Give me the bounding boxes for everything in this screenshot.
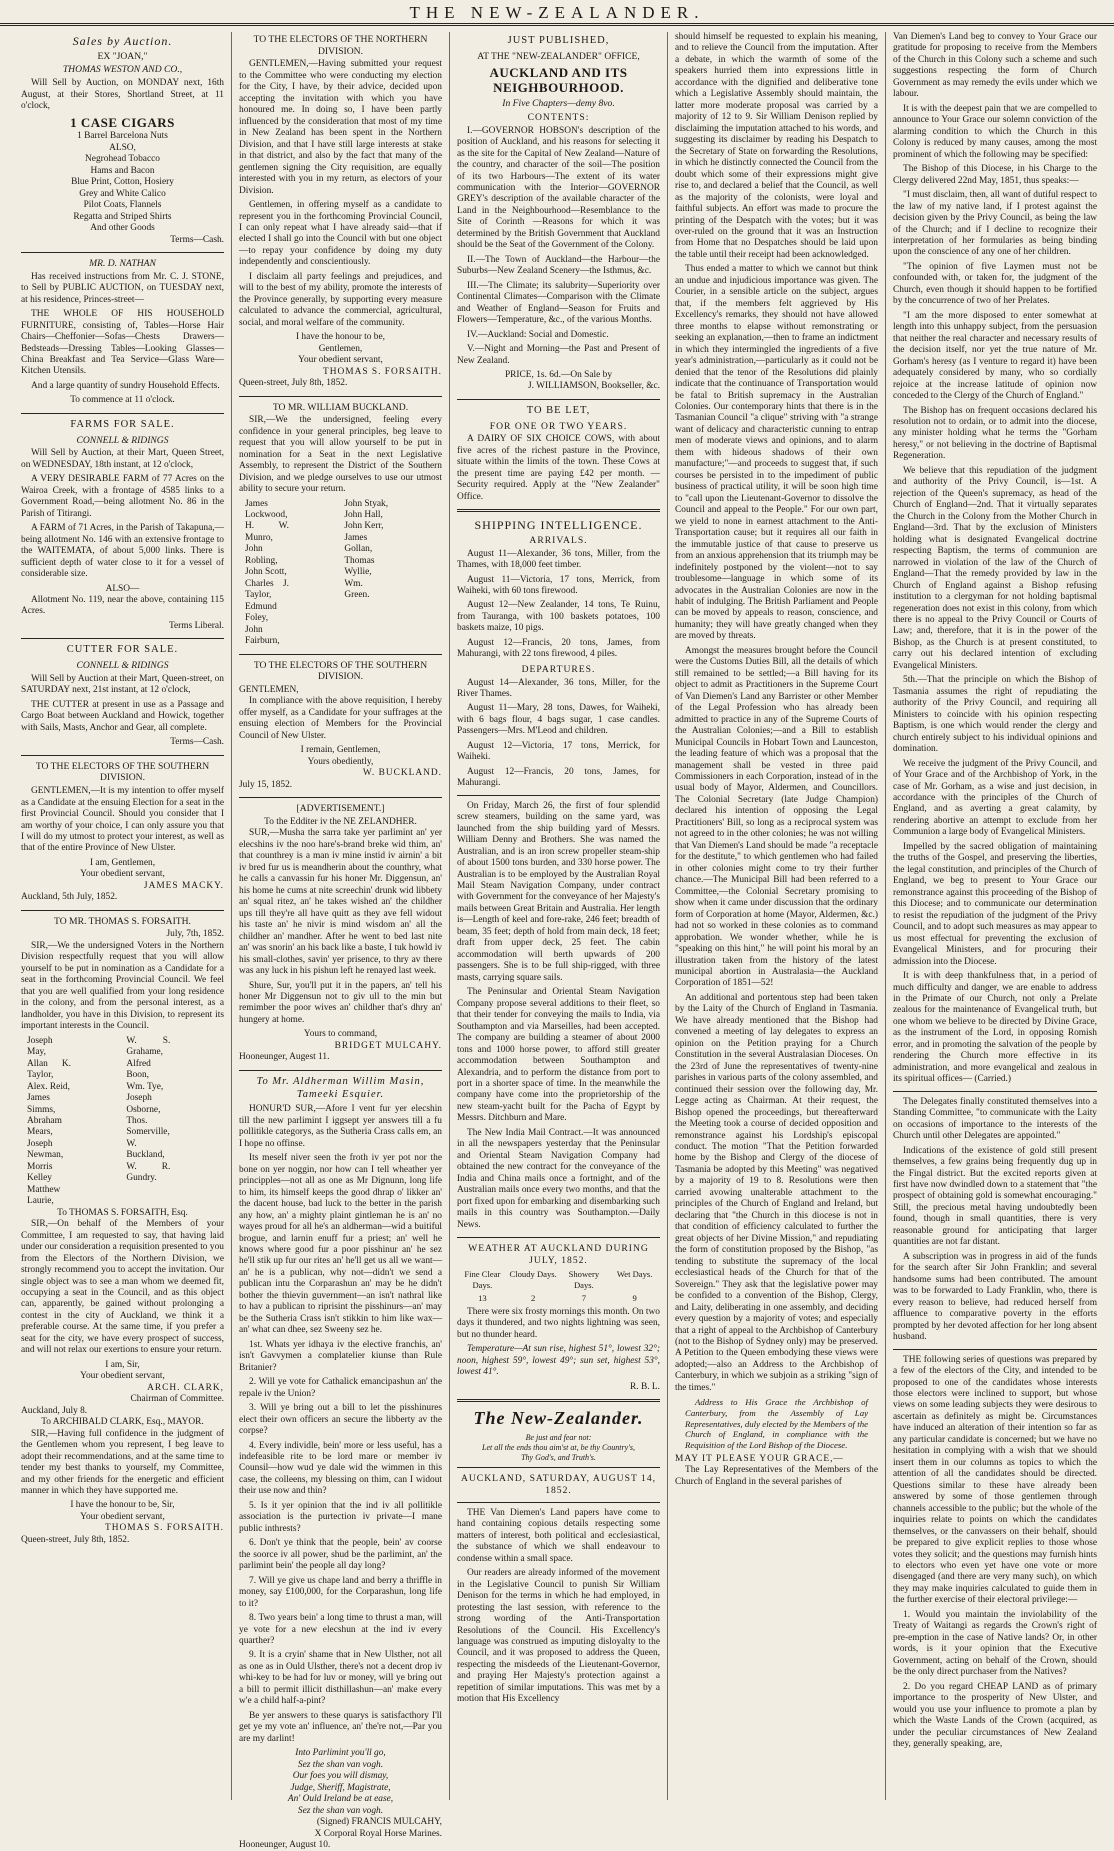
lot-item: And other Goods xyxy=(90,223,155,234)
signature: R. B. L. xyxy=(630,1381,660,1392)
signatory: Joseph Newman, xyxy=(27,1138,64,1161)
publisher: AT THE "NEW-ZEALANDER" OFFICE, xyxy=(477,50,640,62)
paragraph: It is with the deepest pain that we are compelled to announce to Your Grace our solemn conviction of the alarming condition to which the Church in this Colony is reduced by many causes, among the most prominent of which the following may be specified: xyxy=(893,103,1097,160)
signature: (Signed) FRANCIS MULCAHY, xyxy=(316,1817,442,1828)
divider xyxy=(457,795,660,796)
signatory: Charles J. Taylor, xyxy=(245,578,289,601)
signatory: James Gollan, xyxy=(344,532,373,555)
farms-for-sale xyxy=(21,419,224,633)
section-heading: CUTTER FOR SALE. xyxy=(66,644,179,656)
paragraph: SUR,—Musha the sarra take yer parlimint an' yer elecshins iv the noo hare's-brand breke wid thim, an' that counthrey is a man iv mine instid iv airnin' a bit iv bred fur us is meandherin about the counthry, what he calls a canvassin fur his honer Mr. Diggensun, an' his home he cums at nite screechin' drunk wid libbety an' squal ritez, an' he takes wished an' the childher ups till they're all have quitt as they ave fell widout his taste an' he nivir is mind wisdom an' all the childher an' mandher. After he went to bed last nite an' was snorin' an his back like a baste, I tuk howld iv his small-clothes, savin' yer prisence, to thry av there was any luck in his pishun left he renayed last week. xyxy=(239,828,442,977)
closing: Gentlemen, xyxy=(318,343,363,354)
date: July 15, 1852. xyxy=(239,779,293,790)
signature: BRIDGET MULCAHY. xyxy=(334,1040,442,1051)
paragraph: On Friday, March 26, the first of four splendid screw steamers, building on the same yard, was launched from the ship building yard of Messrs. William Denny and Brothers. She was named the Australian, and is an iron screw propeller steam-ship of about 1500 tons burden, and 330 horse power. The Australian is to be employed by the Australian Royal Mail Steam Navigation Company, under contract with Government for the conveyance of her Majesty's mails between Great Britain and Australia. Her length is—Length of keel and fore-rake, 246 feet; breadth of beam, 35 feet; depth of hold from main deck, 18 feet; draft from upper deck, 25 feet. The cabin accommodation will berth upwards of 200 passengers. She is to be full ship-rigged, with three masts, carrying square sails. xyxy=(457,800,660,983)
question: 2. Do you regard CHEAP LAND as of primary importance to the prosperity of New Ulster, and would you use your influence to promote a plan by which the Waste Lands of the Crown (acquired, as under the peculiar circumstances of New Zealand they, generally speaking, are, xyxy=(893,1681,1097,1750)
paragraph: Amongst the measures brought before the Council were the Customs Duties Bill, all the details of which still remained to be settled;—a Bill having for its object to admit as Practitioners in the Supreme Court of Van Diemen's Land any Barrister or other Member of the Legal Profession who has already been admitted to practice in any of the Supreme Courts of the Australian Colonies;—and a Bill to establish Municipal Councils in Hobart Town and Launceston, the leading feature of which was a proposal that the management shall be vested in three paid Commissioners in each Corporation, instead of in the usual body of Mayor, Aldermen, and Councillors. The Colonial Secretary (late Judge Champion) declared his intention of opposing the Legal Practitioners' Bill, so long as a reciprocal system was not agreed to in the other colonies; he was not willing that Van Diemen's Land should be made "a receptacle for the destitute," to which gentlemen who had failed in other colonies might come to try their further chance.—The Municipal Bill had been referred to a Committee,—the Colonial Secretary promising to show when it came under discussion that the ordinary form of Corporation at home (Mayor, Aldermen, &c.) had not so worked in these colonies as to command approbation. We wonder whether, while he is "speaking on this hint," he will point his moral by an illustration taken from the history of the latest municipal abortion in Australasia—the Auckland Corporation of 1851—52! xyxy=(675,645,878,989)
paragraph: THE CUTTER at present in use as a Passage and Cargo Boat between Auckland and Howick, together with Sails, Masts, Anchor and Gear, all complete. xyxy=(21,699,224,733)
departure: August 12—Francis, 20 tons, James, for Mahurangi. xyxy=(457,766,660,789)
section-heading: WEATHER AT AUCKLAND DURING JULY, 1852. xyxy=(468,1243,649,1266)
question: 1st. Whats yer idhaya iv the elective franchis, an' isn't Gavvymen a complatelier kiunse than Rule Britanier? xyxy=(239,1339,442,1373)
signatory: W. Buckland, xyxy=(126,1138,165,1161)
section-heading: TO BE LET, xyxy=(526,404,591,416)
divider xyxy=(239,396,442,397)
chapter: IV.—Auckland: Social and Domestic. xyxy=(467,329,609,340)
signatory: Alfred Boon, xyxy=(126,1058,151,1081)
terms: Terms—Cash. xyxy=(170,234,224,245)
paragraph: There were six frosty mornings this month. On two days it thundered, and two nights lightning was seen, but no thunder heard. xyxy=(457,1306,660,1340)
weather-report xyxy=(457,1243,660,1393)
date: Hooneunger, August 10. xyxy=(239,1839,331,1850)
question: 5. Is it yer opinion that the ind iv all pollitikle association is the purtection iv private—I mane public inthrests? xyxy=(239,1500,442,1534)
column-3 xyxy=(450,32,668,1800)
divider xyxy=(21,755,224,756)
paragraph: Its meself niver seen the froth iv yer pot nor the bone on yer noggin, nor how can I tell wheather yer principples—not all as one as Mr Dignunn, long life to him, its himself keeps the good dhrap o' likker an' the dacent house, bad luck to the better in the parish any how, an' a mighty plaint gintleman he is an' no wayes proud for all he's an aldherman—wid a buitiful brogue, and larnin enuff fur a priest; an' well he knows where good fur a poor pisshinur an' he sez he'll stik up fur our rites an' he'll get us all we want—an' he is a publican, why not—didn't we send a publican intu the Corparashun an' may be he didn't bother the thievin guvernment—an isn't nathral like to hav a publican to riprisint the pisshinurs—an' may be the Sutheria Crass isn't stikkin to him like wax—an' what can dhee, sez Sweeny sez he. xyxy=(239,1153,442,1336)
lot-item: Pilot Coats, Flannels xyxy=(83,200,162,211)
divider xyxy=(893,1091,1097,1092)
auctioneer-name: CONNELL & RIDINGS xyxy=(76,434,169,446)
paragraph: SIR,—We the undersigned, feeling every confidence in your general principles, beg leave to request that you will allow yourself to be put in nomination for a Seat in the next Legislative Assembly, to represent the District of the Southern Division, and we pledge ourselves to use our utmost ability to secure your return. xyxy=(239,415,442,495)
terms: Terms—Cash. xyxy=(170,737,224,748)
dairy-to-let xyxy=(457,405,660,503)
signatory: H. W. Munro, xyxy=(245,521,289,543)
question: 3. Will ye bring out a bill to let the pisshinures elect their own officers an secure the libberty av the corpse? xyxy=(239,1403,442,1437)
signatory: John Fairburn, xyxy=(245,624,280,647)
addressee: To THOMAS S. FORSAITH, Esq. xyxy=(57,1207,188,1218)
column-4 xyxy=(668,32,886,1800)
divider xyxy=(457,399,660,400)
closing: Your obedient servant, xyxy=(80,1371,165,1382)
signature: THOMAS S. FORSAITH. xyxy=(104,1523,224,1534)
divider xyxy=(239,1070,442,1071)
arrival: August 12—New Zealander, 14 tons, Te Ruinu, from Tauranga, with 100 baskets potatoes, 100 baskets maize, 10 pigs. xyxy=(457,600,660,634)
auction-nathan xyxy=(21,258,224,407)
paragraph: Will Sell by Auction at their Mart, Queen-street, on SATURDAY next, 21st instant, at 12 o'clock, xyxy=(21,673,224,696)
closing: Yours to command, xyxy=(303,1029,378,1040)
closing: I remain, Gentlemen, xyxy=(300,745,381,756)
question: 9. It is a cryin' shame that in New Ulsther, not all as one as in Ould Ulsther, there's not a decent drop iv whi-key to be had for luv or money, will ye bring out a bill to permit illicit disthillashun—an' make every w'e a child half-a-pint? xyxy=(239,1650,442,1707)
weather-table-head xyxy=(457,1269,660,1290)
paragraph: SIR,—We the undersigned Voters in the Northern Division respectfully request that you will allow yourself to be put in nomination as a Candidate for a seat in the forthcoming Provincial Council. We feel that you are well qualified from your long residence in the colony, and from the personal interest, as a landholder, you have in this Division, to represent its important interests in the Council. xyxy=(21,940,224,1032)
also: ALSO— xyxy=(105,583,140,594)
signatories xyxy=(21,1036,224,1208)
weather-value: 7 xyxy=(581,1293,587,1304)
paragraph: I disclaim all party feelings and prejudices, and will to the best of my ability, promote the interests of the Province generally, by supporting every measure calculated to advance the commercial, agricultural, social, and moral welfare of the community. xyxy=(239,271,442,328)
paragraph: A subscription was in progress in aid of the funds for the search after Sir John Franklin; and several handsome sums had been contributed. The amount was to be forwarded to Lady Franklin, who, there is every reason to believe, had reduced herself from affluence to comparative poverty in the efforts prompted by her devoted affection for her long absent husband. xyxy=(893,1251,1097,1343)
weather-col-head: Fine Clear Days. xyxy=(464,1269,501,1290)
paragraph: The Delegates finally constituted themselves into a Standing Committee, "to communicate with the Laity on occasions of importance to the interests of the Church until other Delegates are appointed." xyxy=(893,1096,1097,1142)
paragraph: The Bishop has on frequent occasions declared his resolution not to ordain, or to admit into the diocese, any minister holding what he terms the "Gorham heresy," or not believing in the doctrine of Baptismal Regeneration. xyxy=(893,405,1097,462)
arrival: August 11—Victoria, 17 tons, Merrick, from Waiheki, with 60 tons firewood. xyxy=(457,574,660,596)
signatories-left xyxy=(27,1036,119,1208)
section-heading: TO MR. WILLIAM BUCKLAND. xyxy=(272,401,409,413)
price: PRICE, 1s. 6d.—On Sale by xyxy=(504,370,613,380)
divider xyxy=(21,910,224,911)
question: 6. Don't ye think that the people, bein' av coorse the soorce iv all power, shud be the parlimint, an' the parlimint bein' the people all day long? xyxy=(239,1538,442,1572)
paragraph: Van Diemen's Land beg to convey to Your Grace our gratitude for proposing to receive from the Members of the Church in this Colony such a scheme and such suggestions respecting the form of Church Government as may remedy the evils under which we labour. xyxy=(893,32,1097,100)
signatory: Allan K. Taylor, xyxy=(27,1058,71,1081)
date: Auckland, July 8. xyxy=(21,1405,88,1416)
time: To commence at 11 o'clock. xyxy=(70,395,175,406)
paragraph: A FARM of 71 Acres, in the Parish of Takapuna,—being allotment No. 146 with an extensive frontage to the WAITEMATA, of about 5,000 links. There is sufficient depth of water close to it for a vessel of considerable size. xyxy=(21,523,224,580)
cutter-for-sale xyxy=(21,644,224,748)
lot-item: Regatta and Striped Shirts xyxy=(73,211,172,222)
paragraph: We believe that this repudiation of the judgment and authority of the Privy Council, is—1st. A rejection of the Queen's supremacy, as head of the Church of England—2nd. That it virtually separates the Church in the Colony from the Mother Church in England—3rd. That by the exclusion of Ministers holding what is designated Evangelical doctrine respecting Baptism, the terms of communion are narrowed in violation of the law of the Church of England—That the remedy provided by law in the Church of England against a Bishop refusing institution to a clergyman for not holding baptismal regeneration does not exist in this colony, from which there is no appeal to the Privy Council or Courts of Law; and, therefore, that it is in the power of the Bishop, as the Church is at present constituted, to carry out his declared intention of excluding Evangelical Ministers. xyxy=(893,465,1097,671)
signatory: Wm. Green. xyxy=(344,578,370,601)
divider xyxy=(21,252,224,253)
verse-line: Judge, Sheriff, Magistrate, xyxy=(290,1782,391,1793)
section-heading: TO THE ELECTORS OF THE SOUTHERN DIVISION. xyxy=(35,760,210,784)
departures-heading: DEPARTURES. xyxy=(521,663,596,675)
editorial-title: The New-Zealander. xyxy=(473,1408,644,1429)
weather-col-head: Cloudy Days. xyxy=(509,1269,557,1280)
signature: THOMAS S. FORSAITH. xyxy=(322,366,442,377)
section-heading: TO MR. THOMAS S. FORSAITH. xyxy=(54,915,191,927)
lot-item: Blue Print, Cotton, Hosiery xyxy=(71,177,174,188)
signatory: John Kerr, xyxy=(344,521,384,532)
column-5 xyxy=(886,32,1104,1800)
subheading: FOR ONE OR TWO YEARS. xyxy=(489,420,628,432)
arrival: August 12—Francis, 20 tons, James, from Mahurangi, with 22 tons firewood, 4 piles. xyxy=(457,637,660,660)
paragraph: It is with deep thankfulness that, in a period of much difficulty and danger, we are enable to address in the Primate of our Church, not only a Prelate zealous for the maintenance of Evangelical truth, but one whom we believe to be directed by Divine Grace, as the instrument of the Lord, in opposing Romish error, and in promoting the salvation of the people by rendering the Church more effective in its administration, and more evangelical and zealous in its spiritual offices— (Carried.) xyxy=(893,971,1097,1085)
contents-heading: CONTENTS: xyxy=(527,111,590,123)
divider xyxy=(457,509,660,512)
signatory: Wm. Tye, xyxy=(126,1081,164,1092)
paragraph: "I must disclaim, then, all want of dutiful respect to the law of my native land, if I protest against the decision given by the Privy Council, as being the law of the Church; and if I decline to recognize their interpretation of her formularies as being binding upon the conscience of any one of her children. xyxy=(893,190,1097,258)
signatory: W. S. Grahame, xyxy=(126,1035,171,1058)
question: 1. Would you maintain the inviolability of the Treaty of Waitangi as regards the Crown's right of pre-emption in the case of Native lands? Or, in other words, is it your opinion that the Executive Government, acting on behalf of the Crown, should be the only direct purchaser from the Natives? xyxy=(893,1609,1097,1678)
paragraph: A DAIRY OF SIX CHOICE COWS, with about five acres of the richest pasture in the Province, situate within the limits of the town. These Cows at the present time are paying £42 per month. —Security required. Apply at the "New Zealander" Office. xyxy=(457,434,660,502)
paragraph: Shure, Sur, you'll put it in the papers, an' tell his honer Mr Diggensun not to giv ull to the min but remimber the poor wives an' childher that's dhry an' hungery at home. xyxy=(239,980,442,1025)
addressee: To the Edditer iv the NE ZELANDHER. xyxy=(264,816,417,827)
date: Queen-street, July 8th, 1852. xyxy=(239,378,348,389)
paragraph: Will Sell by Auction, on MONDAY next, 16th August, at their Stores, Shortland Street, at 11 o'clock, xyxy=(21,78,224,111)
addressee: To ARCHIBALD CLARK, Esq., MAYOR. xyxy=(41,1417,204,1428)
editorial-date: AUCKLAND, SATURDAY, AUGUST 14, 1852. xyxy=(460,1473,657,1497)
date: Hooneunger, Augest 11. xyxy=(239,1052,330,1063)
paragraph: Has received instructions from Mr. C. J. STONE, to Sell by PUBLIC AUCTION, on TUESDAY next, at his residence, Princes-street— xyxy=(21,271,224,305)
signatory: Joseph Osborne, xyxy=(126,1093,161,1115)
date: Auckland, 5th July, 1852. xyxy=(21,892,118,903)
paragraph: SIR,—Having full confidence in the judgment of the Gentlemen whom you represent, I beg leave to adopt their recommendations, and at the same time to tender my best thanks to yourself, my Committee, and my other friends for the energetic and efficient manner in which they have supported me. xyxy=(21,1428,224,1496)
question: 7. Will ye give us chape land and berry a thriffle in money, say £100,000, for the Corparashun, long life to it? xyxy=(239,1575,442,1609)
paragraph: HONUR'D SUR,—Afore I vent fur yer elecshin till the new parlimint I iggsept yer answers till a fu pollitikle categorys, as the Sutheria Crass calls em, an I hope no offinse. xyxy=(239,1104,442,1149)
arrival: August 11—Alexander, 36 tons, Miller, from the Thames, with 18,000 feet timber. xyxy=(457,548,660,571)
paragraph: The New India Mail Contract.—It was announced in all the newspapers yesterday that the Peninsular and Oriental Steam Navigation Company had obtained the new contract for the conveyance of the India and China mails once a fortnight, and of the Australian mails once every two months, and that the port fixed upon for embarking and disembarking such mails in this country was Southampton.—Daily News. xyxy=(457,1127,660,1230)
paragraph: The Peninsular and Oriental Steam Navigation Company propose several additions to their fleet, so that their tender for conveying the mails to India, via Southampton and via Marseilles, had been accepted. The company are building a steamer of about 2000 tons and 1000 horse power, to afford still greater accommodation between Southampton and Alexandria, and to perform the distance from port to port in a shorter space of time. In the meanwhile the company have come into the proprietorship of the new steam-yacht built for the Pacha of Egypt by Messrs. Ditchburn and Mare. xyxy=(457,987,660,1124)
buckland-address xyxy=(239,660,442,792)
signature-role: X Corporal Royal Horse Marines. xyxy=(314,1828,442,1839)
auctioneer-name: MR. D. NATHAN xyxy=(89,257,156,269)
forsaith-requisition xyxy=(21,916,224,1547)
terms: Terms Liberal. xyxy=(168,620,224,631)
closing: I have the honour to be, Sir, xyxy=(70,1500,175,1511)
columns xyxy=(14,32,1104,1850)
signature: JAMES MACKY. xyxy=(143,880,224,891)
signatory: Abraham Mears, xyxy=(27,1115,62,1138)
chapter: V.—Night and Morning—the Past and Present of New Zealand. xyxy=(457,344,660,366)
signatories-right xyxy=(344,499,436,648)
divider xyxy=(893,1349,1097,1350)
question: 4. Every individle, bein' more or less useful, has a indefeasible rite to be lord mare or member iv Counsil—how wud ye dale wid the wimmen in this case, the colleens, my blessing on thim, can I widout their use now and thin? xyxy=(239,1440,442,1497)
auctioneer-name: CONNELL & RIDINGS xyxy=(76,660,169,672)
paragraph: GENTLEMEN,—It is my intention to offer myself as a Candidate at the ensuing Election for a seat in the first Provincial Council. Should you consider that I am worthy of your choice, I can only assure you that I will do my utmost to protect your interest, as well as that of the entire Province of New Ulster. xyxy=(21,786,224,854)
closing: Your obedient servant, xyxy=(80,869,165,880)
signatory: James Lockwood, xyxy=(245,498,288,520)
paragraph: We receive the judgment of the Privy Council, and of Your Grace and of the Archbishop of York, in the case of Mr. Gorham, as a wise and just decision, in accordance with the principles of the Church of England, and as averting a great calamity, by rendering abortive an attempt to exclude from her Communion a large body of Evangelical Ministers. xyxy=(893,758,1097,838)
verse-line: Sez the shan van vogh. xyxy=(297,1759,384,1770)
signatory: Matthew Laurie, xyxy=(27,1184,61,1207)
closing: Your obedient servant, xyxy=(80,1511,165,1522)
editorial-motto: Be just and fear not: Let all the ends thou aim'st at, be thy Country's, Thy God's, and Truth's. xyxy=(482,1433,635,1462)
paragraph: Allotment No. 119, near the above, containing 115 Acres. xyxy=(21,594,224,617)
question: 8. Two years bein' a long time to thrust a man, will ye vote for a new elecshun at the ind iv every quarther? xyxy=(239,1613,442,1646)
buckland-requisition xyxy=(239,402,442,648)
departure: August 11—Mary, 28 tons, Dawes, for Waiheki, with 6 bags flour, 4 bags sugar, 1 case candles. Passengers—Mrs. M'Leod and children. xyxy=(457,703,660,737)
lot-item: ALSO, xyxy=(109,142,136,153)
divider xyxy=(21,413,224,414)
date: July, 7th, 1852. xyxy=(166,929,224,940)
closing: I am, Gentlemen, xyxy=(89,857,156,868)
closing: Your obedient servant, xyxy=(298,355,383,366)
signatory: James Simms, xyxy=(27,1093,56,1115)
salutation: GENTLEMEN, xyxy=(239,685,299,696)
lot-item: 1 Barrel Barcelona Nuts xyxy=(77,131,168,142)
signatory: W. R. Gundry. xyxy=(126,1161,171,1184)
forsaith-address xyxy=(239,34,442,390)
chapter: II.—The Town of Auckland—the Harbour—the Suburbs—New Zealand Scenery—the Isthmus, &c. xyxy=(457,254,660,277)
departure: August 12—Victoria, 17 tons, Merrick, for Waiheki. xyxy=(457,740,660,763)
salutation: MAY IT PLEASE YOUR GRACE,— xyxy=(675,1453,844,1464)
weather-value: 13 xyxy=(478,1293,487,1304)
paragraph: "The opinion of five Laymen must not be confounded with, or taken for, the judgment of the Church, even though it should happen to be fortified by the concurrence of two of her Prelates. xyxy=(893,261,1097,307)
signatory: Joseph May, xyxy=(27,1035,53,1058)
section-heading: TO THE ELECTORS OF THE NORTHERN DIVISION. xyxy=(253,34,428,57)
paragraph: The Lay Representatives of the Members of the Church of England in the several parishes of xyxy=(675,1465,878,1487)
signatory: John Scott, xyxy=(245,567,287,578)
divider xyxy=(239,654,442,655)
paragraph: 5th.—That the principle on which the Bishop of Tasmania assumes the right of repudiating the authority of the Privy Council, and requiring all Ministers to coincide with his opinion respecting Baptism, is one which would render the clergy and church entirely subject to his individual opinions and domination. xyxy=(893,675,1097,755)
book-title: AUCKLAND AND ITS NEIGHBOURHOOD. xyxy=(489,64,628,96)
auction-weston xyxy=(21,34,224,246)
mulcahy-letter xyxy=(239,803,442,1064)
paragraph: Gentlemen, in offering myself as a candidate to represent you in the forthcoming Provincial Council, I can only repeat what I have already said—that if elected I shall go into the Council with but one object—to repay your confidence by doing my duty independently and conscientiously. xyxy=(239,200,442,268)
signatory: John Hall, xyxy=(344,509,383,520)
chapter: I.—GOVERNOR HOBSON's description of the position of Auckland, and his reasons for selecting it as the site for the Capital of New Zealand—Nature of the country, and character of the soil—The position of its two Harbours—The extent of its water communication with the Interior—GOVERNOR GREY's description of the available character of the Land in the Neighbourhood—Resemblance to the Site of Corinth —Reasons for which it was determined by the British Government that Auckland should be the Seat of the Government of the Colony. xyxy=(457,125,660,251)
chapter: III.—The Climate; its salubrity—Superiority over Continental Climates—Comparison with the Climate and Weather of England—Season for Fruits and Flowers—Temperature, &c., of the various Months. xyxy=(457,280,660,326)
signatory: Edmund Foley, xyxy=(245,601,277,624)
masthead: THE NEW-ZEALANDER. xyxy=(0,0,1114,26)
lot-item: Negrohead Tobacco xyxy=(85,154,160,165)
signatories-right xyxy=(126,1036,218,1208)
divider xyxy=(457,1237,660,1238)
paragraph: Indications of the existence of gold still present themselves, a few grains being frequently dug up in the Fingal district. But the excited reports given at first have now dwindled down to a statement that "the prospect of obtaining gold is somewhat encouraging." Still, the precious metal having undoubtedly been found, though in small quantities, there is very reasonable ground for anticipating that larger quantities are not far distant. xyxy=(893,1145,1097,1248)
signature: W. BUCKLAND. xyxy=(362,768,442,779)
book-subtitle: In Five Chapters—demy 8vo. xyxy=(502,98,615,110)
signature-role: Chairman of Committee. xyxy=(130,1394,224,1405)
paragraph: A VERY DESIRABLE FARM of 77 Acres on the Wairoa Creek, with a frontage of 4585 links to a Government Road,—being allotment No. 86 in the Parish of Titirangi. xyxy=(21,474,224,519)
weather-value: 2 xyxy=(530,1293,536,1304)
paragraph: Temperature—At sun rise, highest 51°, lowest 32°; noon, highest 59°, lowest 49°; sun set, highest 53°, lowest 41°. xyxy=(457,1344,660,1378)
signature: ARCH. CLARK, xyxy=(147,1382,224,1393)
paragraph: Be yer answers to these quarys is satisfacthory I'll get ye my vote an' influence, an' the're not,—Par you are my darlint! xyxy=(239,1710,442,1744)
masin-letter xyxy=(239,1076,442,1851)
paragraph: Impelled by the sacred obligation of maintaining the truths of the Gospel, and preserving the liberties, the legal constitution, and principles of the Church of England, we beg to present to Your Grace our remonstrance against this proceeding of the Bishop of this Diocese; and to communicate our determination to resist the repudiation of the judgment of the Privy Council, and to adopt such measures as may appear to us most effectual for preventing the exclusion of Evangelical Ministers, and for procuring their admission into the Diocese. xyxy=(893,841,1097,967)
paragraph: And a large quantity of sundry Household Effects. xyxy=(31,380,220,391)
weather-value: 9 xyxy=(632,1293,637,1304)
section-heading: JUST PUBLISHED, xyxy=(507,35,610,46)
paragraph: SIR,—On behalf of the Members of your Committee, I am requested to say, that having laid under our consideration a requisition presented to you from the Electors of the Northern Division, we strongly recommend you to accept the invitation. Our single object was to see a man whom we deemed fit, occupying a seat in the Council, and as this object can, apparently, be gained without prolonging a contest in the city of Auckland, we think it a preferable course. At the same time, if you prefer a seat for the city, we have every prospect of success, and will not relax our exertions to ensure your return. xyxy=(21,1219,224,1356)
shipping-intelligence xyxy=(457,518,660,1231)
arrivals-heading: ARRIVALS. xyxy=(529,534,588,546)
paragraph: Will Sell by Auction, at their Mart, Queen Street, on WEDNESDAY, 18th instant, at 12 o'clock, xyxy=(21,448,224,470)
verse-line: Sez the shan van vogh. xyxy=(297,1805,384,1816)
paragraph: The Bishop of this Diocese, in his Charge to the Clergy delivered 22nd May, 1851, thus speaks:— xyxy=(893,164,1097,186)
paragraph: "I am the more disposed to enter somewhat at length into this unhappy subject, from the persuasion that neither the real character and necessary results of the decision itself, nor yet the true nature of Mr. Gorham's heresy (as I venture to regard it) have been adequately considered by many, who so cordially rejoice at the increase latitude of opinion now conceded to the Clergy of the Church of England." xyxy=(893,310,1097,402)
departure: August 14—Alexander, 36 tons, Miller, for the River Thames. xyxy=(457,677,660,699)
paragraph: Our readers are already informed of the movement in the Legislative Council to punish Sir William Denison for the terms in which he had employed, in protesting the last session, with reference to the strong wording of the Anti-Transportation Resolutions of the Council. His Excellency's language was construed as imputing disloyalty to the Council, and it was proposed to address the Queen, respecting the misdeeds of the Lieutenant-Governor, and praying Her Majesty's protection against a repetition of similar imputations. This was met by a motion that His Excellency xyxy=(457,1568,660,1705)
weather-col-head: Showery Days. xyxy=(568,1269,600,1290)
book-advert xyxy=(457,35,660,393)
divider xyxy=(21,638,224,639)
weather-col-head: Wet Days. xyxy=(616,1269,653,1280)
signatory: Alex. Reid, xyxy=(27,1081,70,1092)
column-2 xyxy=(232,32,450,1850)
subheading: EX "JOAN," xyxy=(97,50,148,62)
paragraph: Thus ended a matter to which we cannot but think an undue and injudicious importance was given. The Courier, in a sensible article on the subject, argues that, if the members felt aggrieved by His Excellency's remarks, they should not have allowed three months to elapse without remonstrating or seeking an explanation,—then to frame an indictment in which they intermingled the ingredients of a five year's administration,—particularly as it could not be denied that the tenor of the Resolutions did plainly indicate that the continuance of Transportation would be fatal to British supremacy in the Australian Colonies. Our contemporary hints that there is in the Tasmanian Council "a clique" striving with "a strange want of delicacy and characteristic cunning to entrap men of moderate views and opinions, and to alarm them with hideous shadows of their own manufacture;"—and proceeds to suggest that, if such courses be persisted in to the impediment of public business of practical utility, it will be soon high time to "call upon the Lieutenant-Governor to dissolve the Council and appeal to the People." For our own part, we yield to none in earnest attachment to the Anti-Transportation cause; but it requires all our faith in the immutable justice of that cause to preserve us from an anxious apprehension that its triumph may be indefinitely postponed by the violent—not to say troublesome—language in which some of its advocates in the Australian Colonies are now in the habit of indulging. The British Parliament and People can be moved by appeals to reason, conscience, and humanity; they will have greatly changed when they are moved by threats. xyxy=(675,264,878,642)
question: 2. Will ye vote for Cathalick emancipashun an' the repale iv the Union? xyxy=(239,1377,442,1399)
signatory: John Styak, xyxy=(344,498,389,509)
lot-list xyxy=(21,131,224,234)
paragraph: should himself be requested to explain his meaning, and to relieve the Council from the imputation. After a debate, in which the warmth of some of the speakers hurried them into expressions little in accordance with the dignified and deliberative tone which a Legislative Assembly should maintain, the latter more moderate proposal was carried by a majority of 12 to 9. Sir William Denison replied by disclaiming the imputation attached to his words, and suggesting its disclaimer by reading his Despatch to the Secretary of State on forwarding the Resolutions, in which he distinctly connected the Council from the doubt which some of their expressions might give rise to, and declared a belief that the Council, as well as the majority of the colonists, were loyal and faithful subjects. An effort was made to procure the printing of the Despatch with the votes; but it was over-ruled on the ground that it was an Instruction from Home that no Despatches should be laid upon the table until their receipt had been acknowledged. xyxy=(675,32,878,260)
column-1 xyxy=(14,32,232,1800)
paragraph: In compliance with the above requisition, I hereby offer myself, as a Candidate for your suffrages at the ensuing election of Members for the Provincial Council of New Ulster. xyxy=(239,696,442,741)
paragraph: An additional and portentous step had been taken by the Laity of the Church of England in Tasmania. We have already mentioned that the Bishop had convened a meeting of lay delegates to express an opinion on the Petition praying for a Church Constitution in the several Australasian Dioceses. On the 23rd of June the representatives of twenty-nine parishes in various parts of the colony assembled, and continued their session over the following day, Mr. Legge acting as Chairman. At their request, the Bishop opened the proceedings, but thereafterward the Meeting took a course of decided opposition and remonstrance against his Lordship's episcopal conduct. The motion "That the Petition forwarded home by the Bishop and Clergy of the diocese of Tasmania be adopted by this Meeting" was negatived by a majority of 19 to 8. Resolutions were then carried avowing unalterable attachment to the principles of the Church of England and Ireland, but declaring that "the Church in this diocese is not in that condition of efficiency calculated to further the great objects of her Divine Mission," and repudiating the form of constitution proposed by the Bishop, "as tending to substitute the supremacy of the local ecclesiastical heads of the Church for that of the Sovereign." They ask that the legislative power may be confided to a convention of the Bishop, Clergy, and Laity, deliberating in one assembly, and deciding every question by a majority of votes; and especially that a right of appeal to the Archbishop of Canterbury (not to the Bishop of Sydney only) may be preserved. A Petition to the Queen embodying these views were adopted;—also an Address to the Archbishop of Canterbury, in which we subjoin as a striking "sign of the times." xyxy=(675,992,878,1393)
date: Queen-street, July 8th, 1852. xyxy=(21,1534,130,1545)
signatories-left xyxy=(245,499,337,648)
section-heading: [ADVERTISEMENT.] xyxy=(296,803,385,815)
section-heading: TO THE ELECTORS OF THE SOUTHERN DIVISION. xyxy=(253,659,428,683)
bookseller: J. WILLIAMSON, Bookseller, &c. xyxy=(528,381,660,392)
divider xyxy=(457,1399,660,1402)
lot-item: Hams and Bacon xyxy=(90,165,155,176)
closing: I have the honour to be, xyxy=(295,332,386,343)
signatory: Thos. Somerville, xyxy=(126,1115,170,1138)
paragraph: THE following series of questions was prepared by a few of the electors of the City, and intended to be proposed to one of the candidates whose interests those electors were inclined to support, but whose views on some leading subjects they were desirous to ascertain as definitely as might be. Circumstances have induced an alteration of their intention so far as any particular candidate is concerned; but we have no hesitation in complying with a wish that we should insert them in our columns as topics to which the attention of all the candidates should be directed. Questions similar to these have already been answered by some of those gentlemen through channels accessible to the public; but the whole of the inquiries relate to points on which the candidates themselves, or the canvassers on their behalf, should be prepared to give explicit replies to those whose votes they solicit; and the questions may furnish hints to electors who even yet have one vote or more disengaged (and there are very many such), on which they may make inquiries calculated to guide them in the further exercise of their electoral privilege:— xyxy=(893,1354,1097,1606)
section-heading: SHIPPING INTELLIGENCE. xyxy=(474,518,643,533)
editorial xyxy=(457,1408,660,1706)
divider xyxy=(457,1467,660,1468)
paragraph: GENTLEMEN,—Having submitted your request to the Committee who were conducting my election for the City, I have, by their advice, decided upon accepting the invitation with which you have honoured me. In doing so, I have been partly influenced by the consideration that most of my time in New Zealand has been spent in the Northern Division, and that I have still large interests at stake in that district, and also by the fact that many of the gentlemen signing the City requisition, are equally interested with you in my return, as electors of your Division. xyxy=(239,59,442,196)
section-heading: Sales by Auction. xyxy=(72,34,173,48)
section-heading: To Mr. Aldherman Willim Masin, Tameeki Esquier. xyxy=(256,1075,425,1100)
section-heading: FARMS FOR SALE. xyxy=(70,418,175,430)
weather-table-values xyxy=(457,1293,660,1303)
closing: Yours obediently, xyxy=(307,756,374,767)
paragraph: THE Van Diemen's Land papers have come to hand containing copious details respecting some matters of interest, both political and ecclesiastical, the substance of which we shall endeavour to condense within a small space. xyxy=(457,1507,660,1564)
verse-line: Our foes you will dismay, xyxy=(292,1771,389,1782)
auctioneer-name: THOMAS WESTON AND CO., xyxy=(62,64,183,76)
lot-item: Grey and White Calico xyxy=(79,188,166,199)
divider xyxy=(457,1502,660,1503)
signatory: Morris Kelley xyxy=(27,1161,53,1184)
divider xyxy=(239,797,442,798)
signatories xyxy=(239,499,442,648)
address-heading: Address to His Grace the Archbishop of Canterbury, from the Assembly of Lay Representatives, duly elected by the Members of the Church of England, in compliance with the Requisition of the Lord Bishop of the Diocese. xyxy=(685,1397,868,1451)
verse-line: Into Parlimint you'll go, xyxy=(295,1748,386,1759)
verse xyxy=(239,1748,442,1817)
signatory: John Robling, xyxy=(245,544,278,566)
macky-address xyxy=(21,761,224,904)
verse-line: An' Ould Ireland be at ease, xyxy=(287,1794,394,1805)
paragraph: THE WHOLE OF HIS HOUSEHOLD FURNITURE, consisting of, Tables—Horse Hair Chairs—Cheffonier—Sofas—Chests Drawers—Bedsteads—Dressing Tables—Looking Glasses—China Breakfast and Tea Service—Glass Ware—Kitchen Utensils. xyxy=(21,309,224,377)
closing: I am, Sir, xyxy=(105,1359,140,1370)
signatory: Thomas Wyllie, xyxy=(344,555,375,578)
lot-heading: 1 CASE CIGARS xyxy=(70,115,175,131)
